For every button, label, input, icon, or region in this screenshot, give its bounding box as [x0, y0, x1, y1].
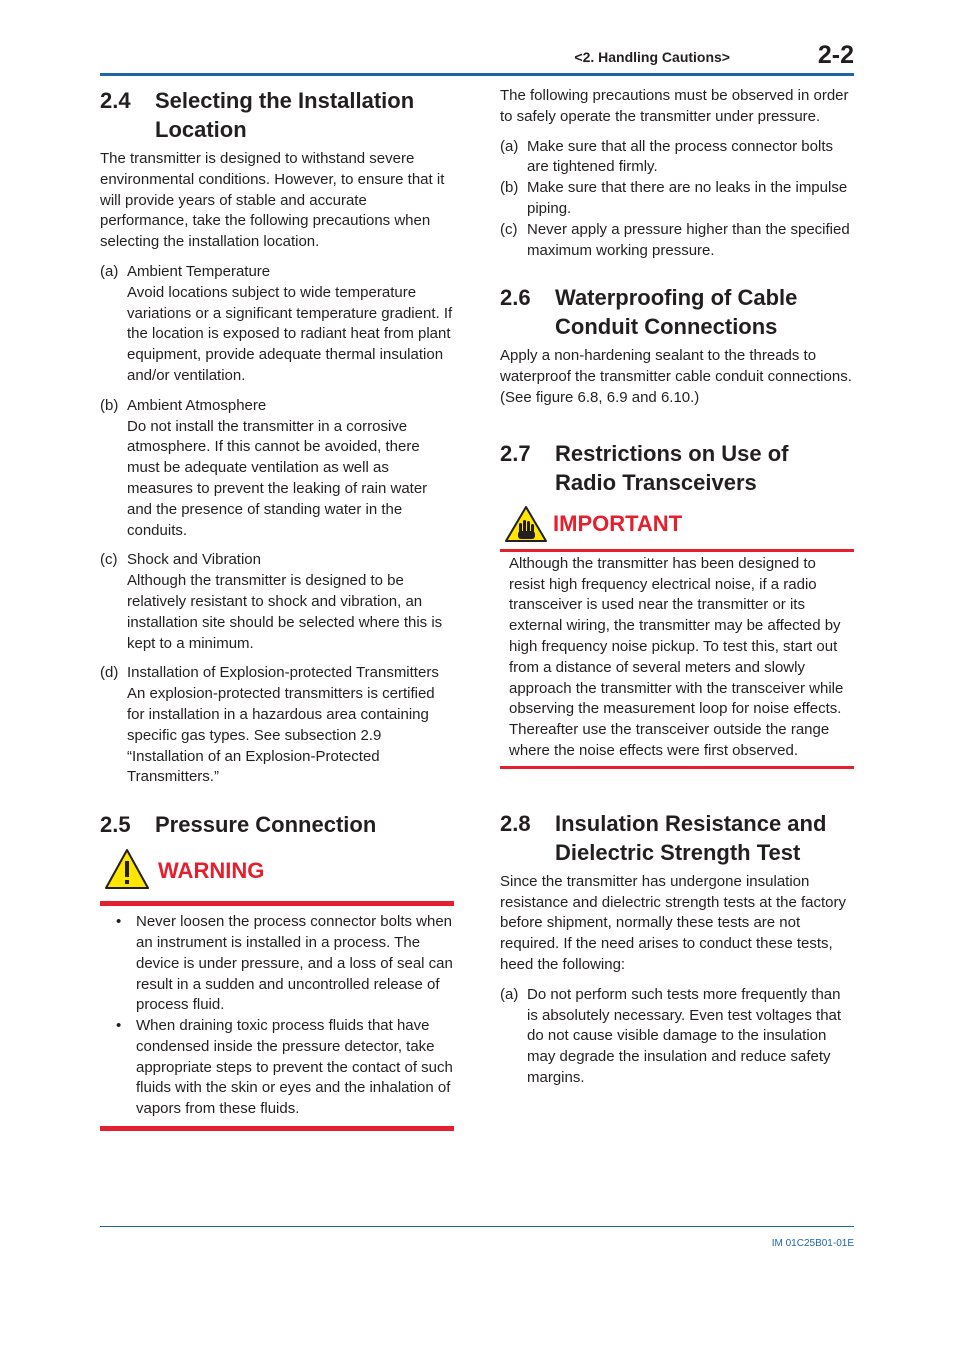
warning-triangle-icon — [104, 848, 150, 890]
item-label: (c) — [100, 551, 118, 569]
section-heading — [500, 809, 854, 867]
item-label: (c) — [500, 220, 518, 238]
list-item — [500, 220, 854, 262]
item-label: (a) — [500, 985, 519, 1003]
item-text: Make sure that there are no leaks in the impulse piping. — [527, 179, 848, 217]
item-label: (b) — [500, 179, 519, 197]
section-number: 2.8 — [500, 810, 531, 836]
section-number: 2.7 — [500, 440, 531, 466]
section-title: Pressure Connection — [155, 812, 377, 838]
section-number: 2.4 — [100, 88, 131, 113]
list-item — [500, 178, 854, 220]
list-item — [100, 550, 454, 654]
item-text: Avoid locations subject to wide temperature variations or a significant temperature gradient. If the location is exposed to radiant heat from plant equipment, provide adequate thermal insulation and/or ventilation. — [127, 283, 453, 384]
paragraph: Apply a non-hardening sealant to the threads to waterproof the transmitter cable conduit connections. (See figure 6.8, 6.9 and 6.10.) — [500, 347, 852, 406]
item-text: Do not perform such tests more frequently than is absolutely necessary. Even test voltages that do not cause visible damage to the insulation may degrade the insulation and reduce safety margins. — [527, 985, 842, 1086]
important-bottom-bar — [500, 766, 854, 769]
paragraph: The transmitter is designed to withstand severe environmental conditions. However, to ensure that it will provide years of stable and accurate performance, take the following precautions when selecting the installation location. — [100, 150, 445, 251]
bullet-glyph: • — [116, 913, 122, 931]
item-title: Shock and Vibration — [127, 551, 261, 569]
section-title: Selecting the Installation Location — [155, 88, 415, 142]
important-text: Although the transmitter has been designed to resist high frequency electrical noise, if a radio transceiver is used near the transmitter or its external wiring, the transmitter may be affected by high frequency noise pickup. To test this, start out from a distance of several meters and slowly approach the transmitter with the transceiver while observing the measurement loop for noise effects. Thereafter use the transceiver outside the range where the noise effects were first observed. — [509, 554, 844, 759]
section-number: 2.6 — [500, 285, 531, 311]
section-2-6 — [500, 283, 854, 408]
section-heading — [500, 283, 854, 341]
list-item — [100, 663, 454, 788]
list-item — [500, 137, 854, 179]
warning-text: When draining toxic process fluids that have condensed inside the pressure detector, take appropriate steps to prevent the contact of such fluids with the skin or eyes and the inhalation of vapors from these fluids. — [136, 1017, 453, 1118]
important-label: IMPORTANT — [553, 510, 683, 536]
item-label: (d) — [100, 664, 119, 682]
item-text: Make sure that all the process connector bolts are tightened firmly. — [527, 137, 833, 176]
precaution-list — [100, 262, 454, 788]
item-text: Do not install the transmitter in a corrosive atmosphere. If this cannot be avoided, there must be adequate ventilation as well as measures to prevent the leaking of rain water and the presence of standing water in the conduits. — [127, 417, 428, 539]
running-header: <2. Handling Cautions> — [574, 49, 730, 65]
paragraph: Since the transmitter has undergone insulation resistance and dielectric strength tests at the factory before shipment, normally these tests are not required. If the need arises to conduct these tests, heed the following: — [500, 872, 847, 973]
warning-box — [100, 848, 454, 1131]
pressure-precaution-list — [500, 137, 854, 262]
item-label: (a) — [500, 137, 519, 155]
list-item — [100, 262, 454, 387]
section-heading — [100, 86, 454, 144]
item-label: (b) — [100, 396, 119, 414]
section-2-7 — [500, 439, 854, 769]
important-header — [500, 505, 854, 543]
warning-list — [100, 906, 454, 1126]
warning-item — [116, 1016, 454, 1120]
right-column — [500, 86, 854, 1089]
footer-rule — [100, 1226, 854, 1227]
section-title: Insulation Resistance and Dielectric Strength Test — [555, 810, 827, 865]
important-box — [500, 505, 854, 769]
section-2-4 — [100, 86, 454, 788]
bullet-glyph: • — [116, 1017, 122, 1035]
section-number: 2.5 — [100, 812, 131, 838]
section-2-5 — [100, 810, 454, 1131]
test-precaution-list — [500, 985, 854, 1089]
item-text: An explosion-protected transmitters is certified for installation in a hazardous area containing specific gas types. See subsection 2.9 “Installation of an Explosion-Protected Transmitters.” — [127, 685, 435, 786]
section-heading — [500, 439, 854, 497]
item-title: Ambient Temperature — [127, 262, 271, 280]
item-text: Although the transmitter is designed to be relatively resistant to shock and vibration, an installation site should be selected where this is kept to a minimum. — [127, 572, 443, 652]
warning-label: WARNING — [158, 858, 265, 884]
page-number: 2-2 — [817, 41, 854, 69]
item-text: Never apply a pressure higher than the specified maximum working pressure. — [527, 220, 850, 259]
item-title: Installation of Explosion-protected Transmitters — [127, 664, 439, 682]
header-rule — [100, 73, 854, 76]
section-title: Waterproofing of Cable Conduit Connections — [555, 285, 798, 340]
warning-text: Never loosen the process connector bolts when an instrument is installed in a process. The device is under pressure, and a loss of seal can result in a sudden and uncontrolled release of process fluid. — [136, 913, 453, 1014]
item-title: Ambient Atmosphere — [127, 396, 267, 414]
section-heading — [100, 810, 454, 839]
hand-caution-icon — [504, 505, 548, 543]
warning-header — [100, 848, 454, 892]
list-item — [500, 985, 854, 1089]
document-id: IM 01C25B01-01E — [771, 1238, 854, 1249]
item-label: (a) — [100, 262, 119, 280]
section-title: Restrictions on Use of Radio Transceivers — [555, 440, 789, 495]
warning-bottom-bar — [100, 1126, 454, 1131]
list-item — [100, 396, 454, 542]
left-column — [100, 86, 454, 1131]
warning-item — [116, 912, 454, 1016]
paragraph: The following precautions must be observed in order to safely operate the transmitter under pressure. — [500, 87, 849, 125]
section-2-8 — [500, 809, 854, 1089]
